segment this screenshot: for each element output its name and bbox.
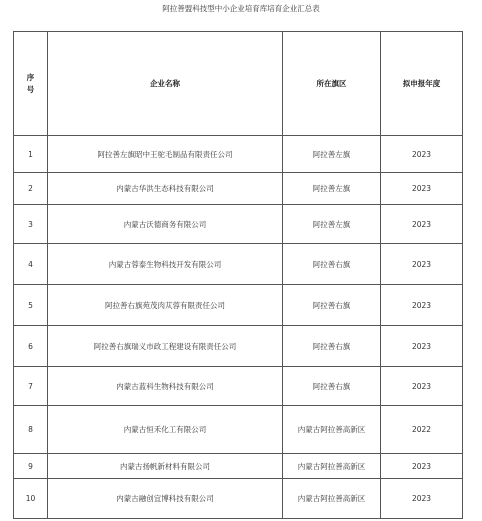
table-row [14,205,463,244]
header-seq-line2: 号 [26,84,35,94]
table-row [14,406,463,454]
cell-company: 内蒙古蓝科生物科技有限公司 [48,367,283,406]
cell-seq: 4 [14,244,48,285]
cell-banner: 阿拉善右旗 [283,285,381,326]
cell-banner: 内蒙古阿拉善高新区 [283,479,381,519]
cell-banner: 阿拉善右旗 [283,326,381,367]
enterprise-table [13,31,463,519]
cell-year: 2023 [381,285,463,326]
cell-company: 阿拉善左旗昭中王驼毛制品有限责任公司 [48,136,283,173]
table-header-row [14,32,463,136]
cell-seq: 1 [14,136,48,173]
cell-banner: 阿拉善右旗 [283,244,381,285]
cell-company: 阿拉善右旗苑茂肉苁蓉有限责任公司 [48,285,283,326]
cell-year: 2023 [381,173,463,205]
cell-seq: 7 [14,367,48,406]
cell-banner: 阿拉善左旗 [283,173,381,205]
cell-seq: 5 [14,285,48,326]
table-row [14,454,463,479]
header-seq-line1: 序 [26,72,35,82]
cell-year: 2023 [381,136,463,173]
cell-seq: 2 [14,173,48,205]
cell-company: 内蒙古扬帆新材料有限公司 [48,454,283,479]
cell-banner: 阿拉善左旗 [283,205,381,244]
cell-company: 内蒙古融创宜博科技有限公司 [48,479,283,519]
cell-company: 阿拉善右旗瑞义市政工程建设有限责任公司 [48,326,283,367]
cell-banner: 内蒙古阿拉善高新区 [283,406,381,454]
table-row [14,479,463,519]
cell-seq: 6 [14,326,48,367]
cell-company: 内蒙古恒禾化工有限公司 [48,406,283,454]
cell-banner: 内蒙古阿拉善高新区 [283,454,381,479]
header-banner: 所在旗区 [283,32,381,136]
header-company: 企业名称 [48,32,283,136]
cell-banner: 阿拉善左旗 [283,136,381,173]
cell-year: 2023 [381,244,463,285]
table-row [14,173,463,205]
cell-year: 2023 [381,367,463,406]
cell-company: 内蒙古沃德商务有限公司 [48,205,283,244]
cell-year: 2023 [381,479,463,519]
cell-year: 2023 [381,205,463,244]
table-row [14,367,463,406]
cell-seq: 3 [14,205,48,244]
cell-year: 2023 [381,454,463,479]
cell-banner: 阿拉善右旗 [283,367,381,406]
table-row [14,136,463,173]
cell-company: 内蒙古蓉泰生物科技开发有限公司 [48,244,283,285]
document-title: 阿拉善盟科技型中小企业培育库培育企业汇总表 [162,4,320,13]
cell-seq: 10 [14,479,48,519]
header-seq [14,32,48,136]
table-row [14,244,463,285]
table-row [14,285,463,326]
cell-year: 2022 [381,406,463,454]
cell-seq: 9 [14,454,48,479]
cell-seq: 8 [14,406,48,454]
cell-company: 内蒙古华洪生态科技有限公司 [48,173,283,205]
table-row [14,326,463,367]
cell-year: 2023 [381,326,463,367]
header-year: 拟申报年度 [381,32,463,136]
